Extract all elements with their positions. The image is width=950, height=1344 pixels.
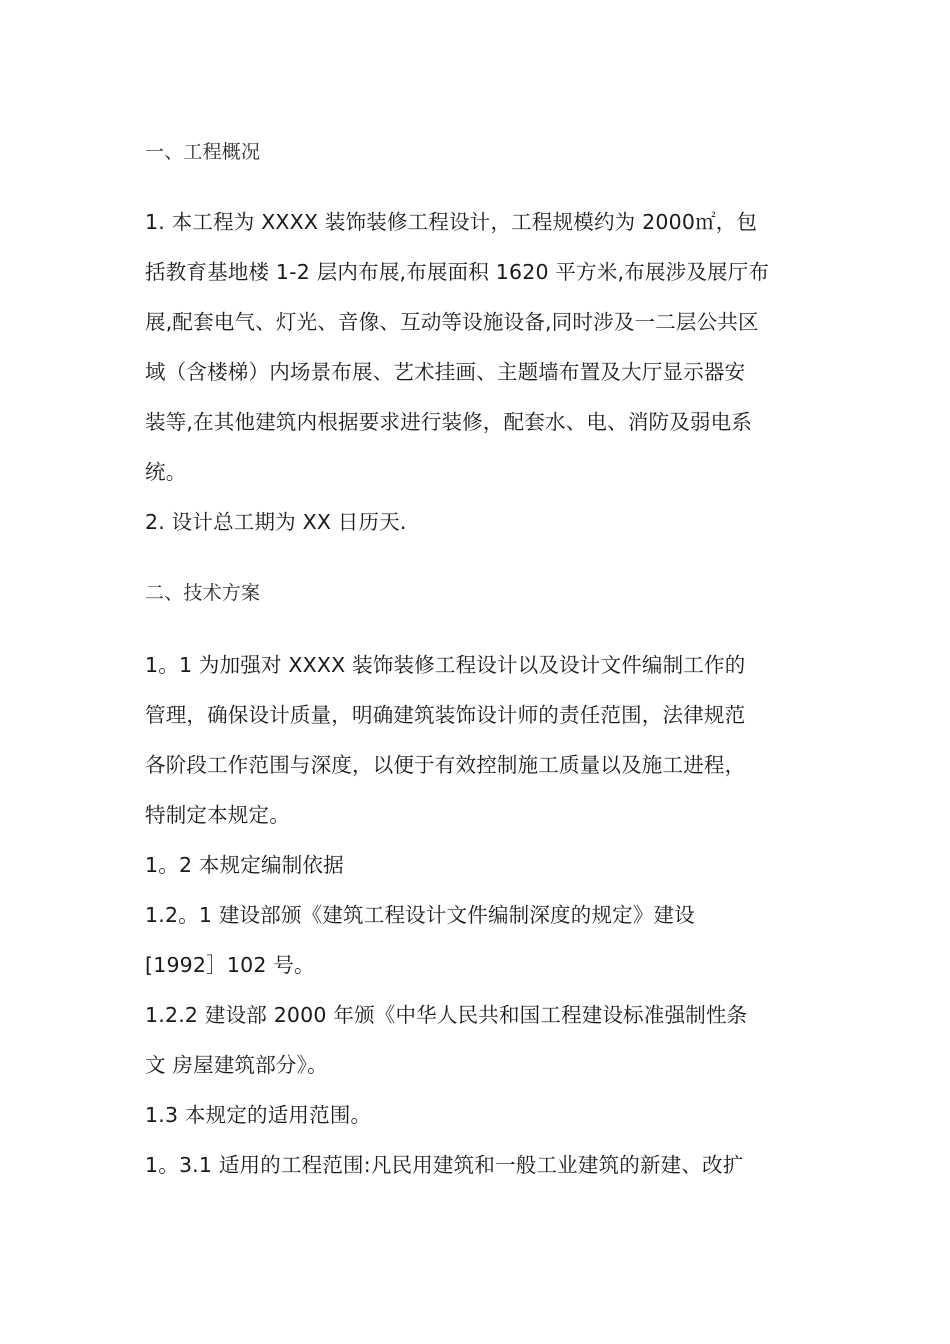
paragraph-line: 1。3.1 适用的工程范围:凡民用建筑和一般工业建筑的新建、改扩	[145, 1153, 744, 1177]
paragraph-line: 展,配套电气、灯光、音像、互动等设施设备,同时涉及一二层公共区	[145, 310, 759, 334]
section-heading-overview: 一、工程概况	[145, 141, 261, 163]
paragraph-line: 特制定本规定。	[145, 803, 290, 827]
paragraph-line: 各阶段工作范围与深度，以便于有效控制施工质量以及施工进程，	[145, 753, 746, 777]
paragraph-line: 装等,在其他建筑内根据要求进行装修，配套水、电、消防及弱电系	[145, 410, 753, 434]
paragraph-line: [1992］102 号。	[145, 953, 315, 977]
paragraph-line: 1.2.2 建设部 2000 年颁《中华人民共和国工程建设标准强制性条	[145, 1003, 748, 1027]
paragraph-line: 域（含楼梯）内场景布展、艺术挂画、主题墙布置及大厅显示器安	[145, 360, 746, 384]
section-heading-technical: 二、技术方案	[145, 582, 261, 604]
paragraph-line: 1。1 为加强对 XXXX 装饰装修工程设计以及设计文件编制工作的	[145, 653, 746, 677]
paragraph-line: 管理，确保设计质量，明确建筑装饰设计师的责任范围，法律规范	[145, 703, 746, 727]
paragraph-line: 2. 设计总工期为 XX 日历天.	[145, 510, 407, 534]
paragraph-line: 1.3 本规定的适用范围。	[145, 1103, 372, 1127]
paragraph-line: 1.2。1 建设部颁《建筑工程设计文件编制深度的规定》建设	[145, 903, 695, 927]
paragraph-line: 1. 本工程为 XXXX 装饰装修工程设计，工程规模约为 2000㎡，包	[145, 210, 758, 234]
paragraph-line: 括教育基地楼 1-2 层内布展,布展面积 1620 平方米,布展涉及展厅布	[145, 260, 770, 284]
paragraph-line: 统。	[145, 460, 187, 484]
paragraph-line: 1。2 本规定编制依据	[145, 853, 344, 877]
paragraph-line: 文 房屋建筑部分》。	[145, 1053, 328, 1077]
